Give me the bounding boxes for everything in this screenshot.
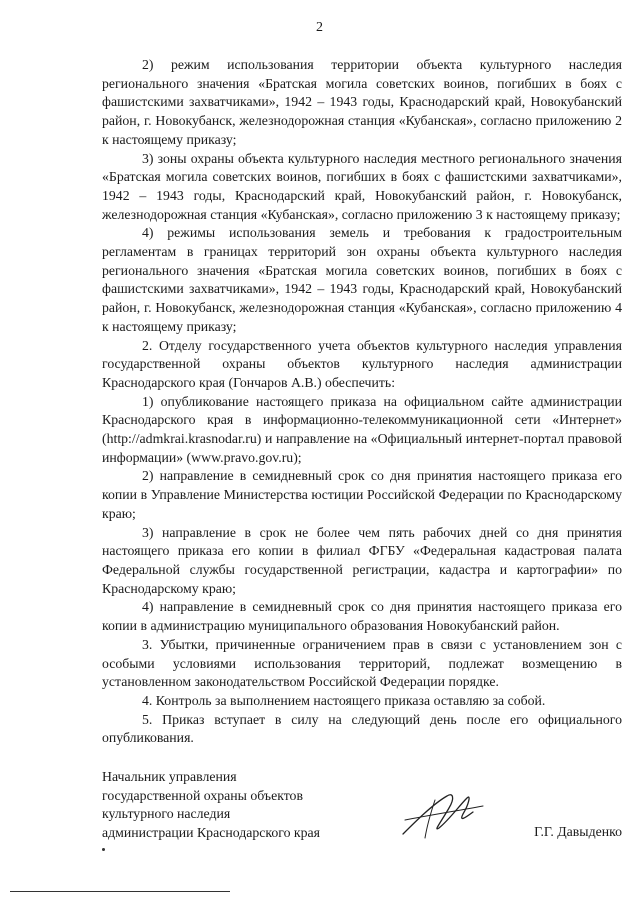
paragraph-regime-territory: 2) режим использования территории объекта культурного наследия регионального значения «Братская могила советских воинов, погибших в боях с фашистскими захватчиками», 1942 – 1943 годы, Краснодарский край, Новокубанский район, г. Новокубанск, железнодорожная станция «Кубанская», согласно приложению 2 к настоящему приказу; xyxy=(102,57,622,147)
paragraph-protection-zones: 3) зоны охраны объекта культурного наследия местного регионального значения «Братская могила советских воинов, погибших в боях с фашистскими захватчиками», 1942 – 1943 годы, Краснодарский край, Новокубанский район, г. Новокубанск, железнодорожная станция «Кубанская», согласно приложению 3 к настоящему приказу; xyxy=(102,150,622,222)
paragraph-ministry-justice: 2) направление в семидневный срок со дня принятия настоящего приказа его копии в Управление Министерства юстиции Российской Федерации по Краснодарскому краю; xyxy=(102,468,622,521)
handwritten-signature xyxy=(395,782,490,844)
paragraph-publication: 1) опубликование настоящего приказа на официальном сайте администрации Краснодарского края в информационно-телекоммуникационной сети «Интернет» (http://admkrai.krasnodar.ru) и направление на «Официальный интернет-портал правовой информации» (www.pravo.gov.ru); xyxy=(102,393,622,465)
paragraph-municipal-administration: 4) направление в семидневный срок со дня принятия настоящего приказа его копии в администрацию муниципального образования Новокубанский район. xyxy=(102,599,622,634)
document-body xyxy=(102,56,622,748)
paragraph-cadastral-chamber: 3) направление в срок не более чем пять рабочих дней со дня принятия настоящего приказа его копии в филиал ФГБУ «Федеральная кадастровая палата Федеральной службы государственной регистрации, кадастра и картографии» по Краснодарскому краю; xyxy=(102,524,622,596)
signatory-title-line: культурного наследия xyxy=(102,806,231,822)
signatory-name: Г.Г. Давыденко xyxy=(534,824,622,839)
signature-block xyxy=(102,768,622,848)
paragraph-losses: 3. Убытки, причиненные ограничением прав в связи с установлением зон с особыми условиями использования территорий, подлежат возмещению в установленном законодательством Российской Федерации порядке. xyxy=(102,636,622,690)
signatory-title-line: администрации Краснодарского края xyxy=(102,825,321,841)
signatory-title-line: Начальник управления xyxy=(102,769,237,784)
paragraph-entry-into-force: 5. Приказ вступает в силу на следующий день после его официального опубликования. xyxy=(102,711,622,746)
scan-speck xyxy=(102,848,105,851)
signatory-title-line: государственной охраны объектов xyxy=(102,787,303,803)
page-number: 2 xyxy=(316,20,323,35)
paragraph-department-instruction: 2. Отделу государственного учета объектов культурного наследия управления государственной охраны объектов культурного наследия администрации Краснодарского края (Гончаров А.В.) обеспечить: xyxy=(102,337,622,390)
paragraph-land-use-regimes: 4) режимы использования земель и требования к градостроительным регламентам в границах территорий зон охраны объекта культурного наследия регионального значения «Братская могила советских воинов, погибших в боях с фашистскими захватчиками», 1942 – 1943 годы, Краснодарский край, Новокубанский район, г. Новокубанск, железнодорожная станция «Кубанская», согласно приложению 4 к настоящему приказу; xyxy=(102,225,622,334)
paragraph-control: 4. Контроль за выполнением настоящего приказа оставляю за собой. xyxy=(142,692,546,708)
footer-rule xyxy=(10,891,230,892)
